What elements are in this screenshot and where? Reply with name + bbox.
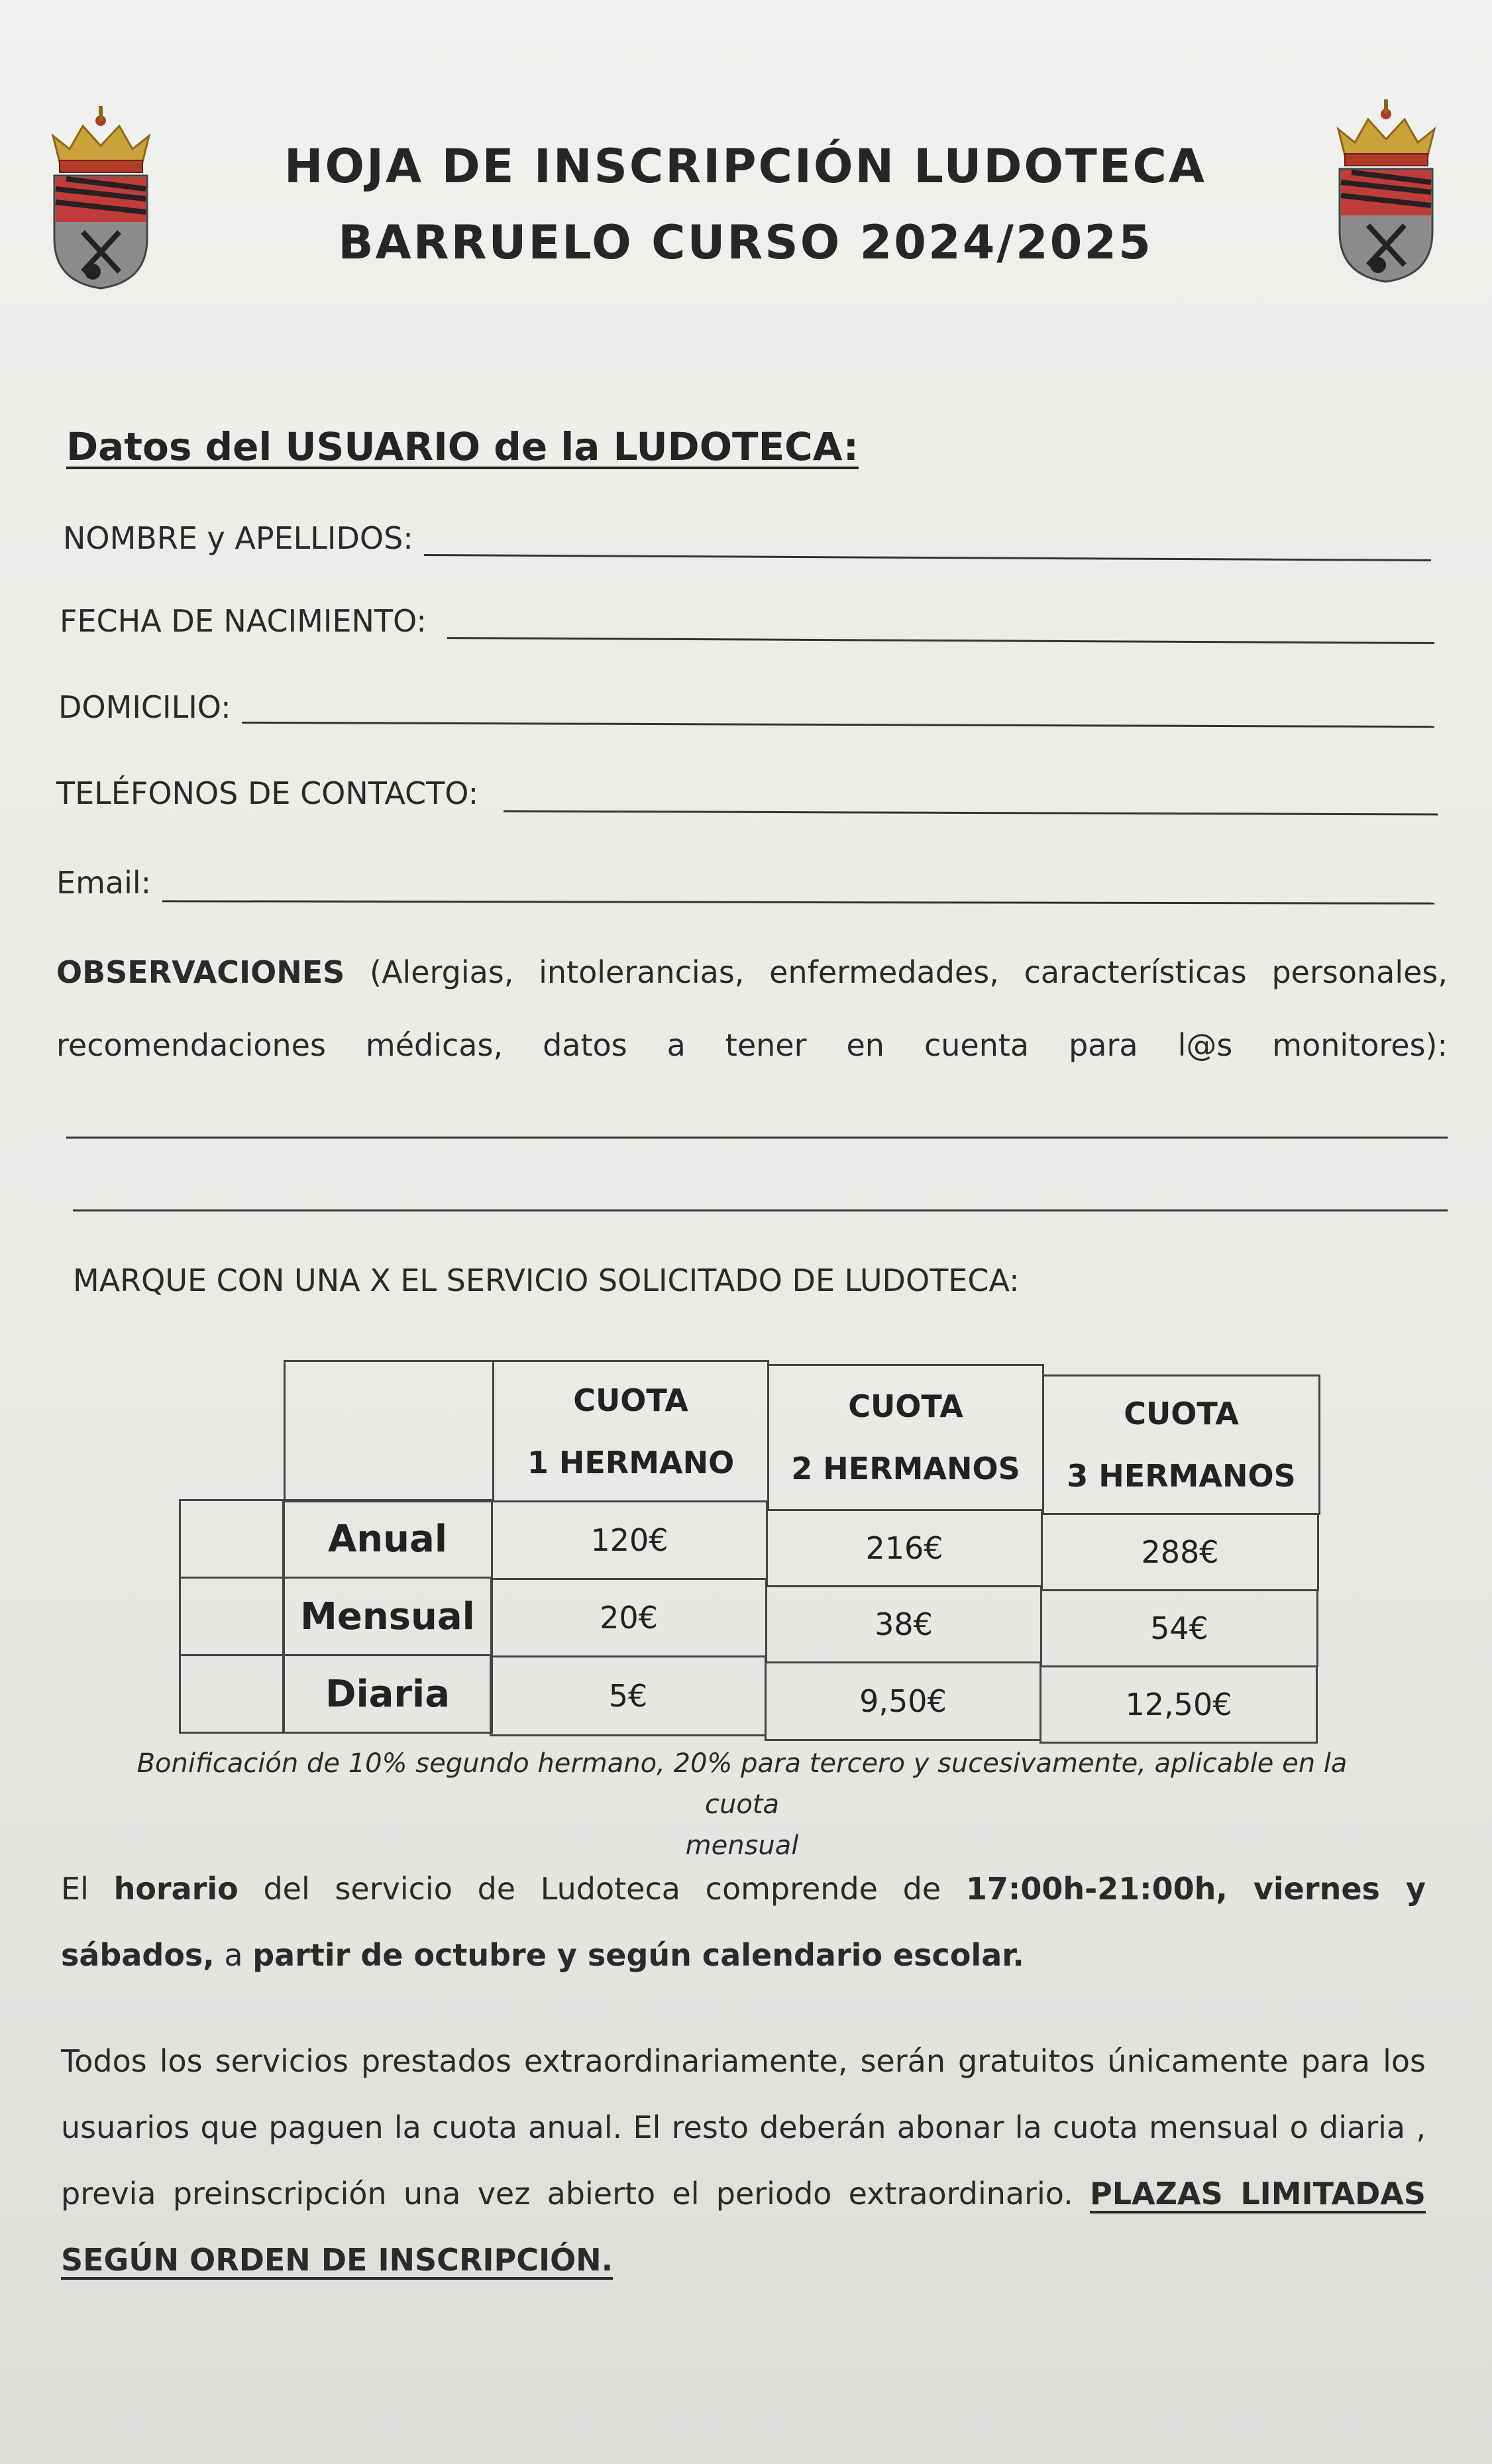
phones-field-label: TELÉFONOS DE CONTACTO: <box>56 775 479 811</box>
table-header-3 <box>1042 1374 1320 1515</box>
phones-field-line[interactable] <box>504 811 1438 816</box>
price-anual-1: 120€ <box>491 1500 768 1580</box>
user-data-section-title: Datos del USUARIO de la LUDOTECA: <box>66 424 859 469</box>
address-field-label: DOMICILIO: <box>58 689 231 725</box>
observations-label-line-1 <box>56 954 1448 990</box>
birthdate-field-label: FECHA DE NACIMIENTO: <box>60 603 427 639</box>
header-2-top: CUOTA <box>848 1388 963 1424</box>
schedule-paragraph <box>61 1856 1426 1988</box>
price-mensual-2: 38€ <box>765 1585 1042 1663</box>
observations-line-1[interactable] <box>66 1137 1448 1139</box>
form-title-line-2: BARRUELO CURSO 2024/2025 <box>338 215 1153 270</box>
discount-note-line-2: mensual <box>685 1830 799 1861</box>
price-anual-3: 288€ <box>1041 1513 1319 1591</box>
extraordinary-services-paragraph <box>61 2028 1426 2293</box>
schedule-text-3: a <box>214 1937 253 1973</box>
form-title-line-1: HOJA DE INSCRIPCIÓN LUDOTECA <box>284 139 1207 194</box>
birthdate-field-line[interactable] <box>447 637 1434 644</box>
header-1-bottom: 1 HERMANO <box>527 1444 735 1481</box>
email-field-line[interactable] <box>162 900 1434 904</box>
address-field-line[interactable] <box>242 722 1434 728</box>
row-label-diaria: Diaria <box>282 1654 493 1734</box>
name-field-line[interactable] <box>424 554 1431 561</box>
price-diaria-1: 5€ <box>490 1655 767 1736</box>
table-header-1 <box>492 1360 769 1502</box>
coat-of-arms-right-icon <box>1332 93 1441 285</box>
schedule-text-1: El <box>61 1871 114 1907</box>
price-diaria-2: 9,50€ <box>765 1661 1041 1741</box>
schedule-text-2: del servicio de Ludoteca comprende de <box>238 1871 966 1907</box>
observations-line-2[interactable] <box>73 1209 1448 1211</box>
observations-description-2: recomendaciones médicas, datos a tener en cuenta para l@s monitores): <box>56 1027 1448 1063</box>
schedule-start: partir de octubre y según calendario escolar. <box>252 1937 1024 1973</box>
service-selection-instruction: MARQUE CON UNA X EL SERVICIO SOLICITADO DE LUDOTECA: <box>73 1262 1020 1298</box>
table-header-empty <box>284 1360 494 1502</box>
schedule-time: 17:00h-21:00h, viernes y sábados, <box>61 1871 1426 1973</box>
row-label-anual: Anual <box>282 1499 493 1579</box>
observations-label: OBSERVACIONES <box>56 954 345 990</box>
price-diaria-3: 12,50€ <box>1039 1665 1318 1744</box>
price-mensual-1: 20€ <box>490 1578 767 1657</box>
header-2-bottom: 2 HERMANOS <box>791 1451 1020 1486</box>
limited-places-notice: PLAZAS LIMITADAS SEGÚN ORDEN DE INSCRIPCIÓN. <box>61 2176 1426 2278</box>
email-field-label: Email: <box>56 865 152 901</box>
extraordinary-services-text: Todos los servicios prestados extraordinariamente, serán gratuitos únicamente para los usuarios que paguen la cuota anual. El resto deberán abonar la cuota mensual o diaria , previa preinscripción una vez abierto el periodo extraordinario. <box>61 2043 1426 2212</box>
discount-note-line-1: Bonificación de 10% segundo hermano, 20% para tercero y sucesivamente, aplicable en la cuota <box>136 1748 1348 1820</box>
row-label-mensual: Mensual <box>282 1577 493 1656</box>
name-field-label: NOMBRE y APELLIDOS: <box>63 520 413 556</box>
table-header-2 <box>767 1364 1044 1511</box>
price-anual-2: 216€ <box>766 1509 1043 1587</box>
header-3-top: CUOTA <box>1124 1396 1239 1431</box>
header-3-bottom: 3 HERMANOS <box>1067 1458 1296 1494</box>
price-mensual-3: 54€ <box>1040 1589 1318 1667</box>
discount-note <box>113 1743 1371 1866</box>
observations-description-1: (Alergias, intolerancias, enfermedades, características personales, <box>370 954 1448 990</box>
header-1-top: CUOTA <box>573 1382 688 1418</box>
coat-of-arms-left-icon <box>46 99 156 292</box>
checkbox-anual[interactable] <box>179 1499 285 1579</box>
checkbox-mensual[interactable] <box>179 1577 285 1656</box>
checkbox-diaria[interactable] <box>179 1654 285 1734</box>
schedule-text-bold-1: horario <box>113 1871 239 1907</box>
